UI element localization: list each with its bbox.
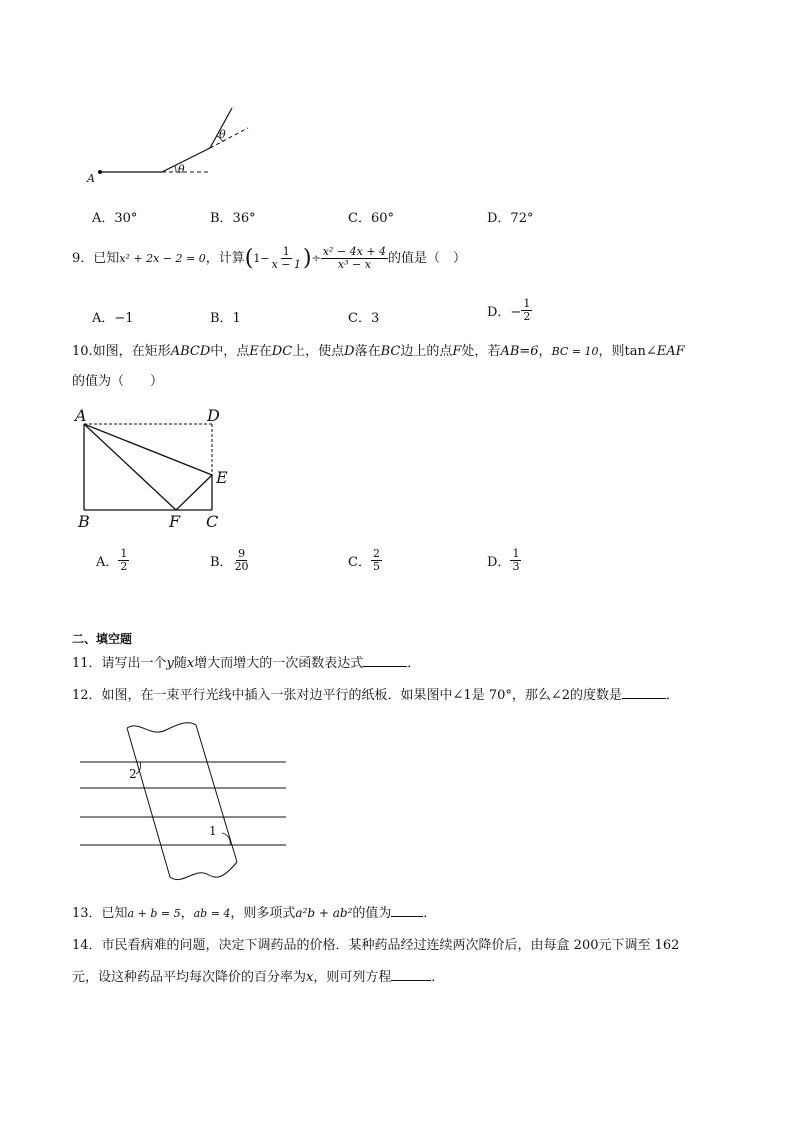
q9-option-b[interactable]: B．1 bbox=[210, 311, 241, 326]
q14-stem-line2: 元，设这种药品平均每次降价的百分率为x，则可列方程 ． bbox=[72, 970, 445, 985]
q9-prefix: 9．已知 bbox=[72, 250, 120, 266]
q9-option-c[interactable]: C．3 bbox=[348, 311, 380, 326]
q10-label-a: A bbox=[75, 406, 87, 425]
q10-option-a[interactable]: A． $\frac{1}{2}$ bbox=[96, 547, 128, 573]
q8-option-a[interactable]: A．30° bbox=[92, 211, 138, 226]
q9-frac2: $\frac{\text{x² − 4x + 4}}{\text{x³ − x}}$ bbox=[322, 245, 387, 271]
q10-option-c[interactable]: C． $\frac{2}{5}$ bbox=[348, 547, 380, 573]
q10-stem-line2: 的值为（ ） bbox=[72, 374, 164, 389]
q13-answer-blank[interactable] bbox=[391, 904, 423, 917]
q8-option-c[interactable]: C．60° bbox=[348, 211, 394, 226]
q10-option-b[interactable]: B． $\frac{9}{20}$ bbox=[210, 547, 249, 573]
q9-one: 1− bbox=[253, 251, 270, 265]
q13-stem: 13．已知a + b = 5，ab = 4，则多项式a²b + ab²的值为 ． bbox=[72, 906, 437, 921]
q9-condition: x² + 2x − 2 = 0 bbox=[119, 251, 206, 265]
q8-theta-lower: θ bbox=[178, 163, 185, 176]
q10-stem-line1: 10.如图，在矩形ABCD中，点E在DC上，使点D落在BC边上的点F处，若AB=6，BC = 10，则tan∠EAF bbox=[72, 344, 685, 359]
section-fill-in-heading: 二、填空题 bbox=[72, 632, 133, 646]
q12-stem: 12．如图，在一束平行光线中插入一张对边平行的纸板．如果图中∠1是 70°，那么∠2的度数是 ． bbox=[72, 688, 680, 703]
q8-option-b[interactable]: B．36° bbox=[210, 211, 256, 226]
q10-label-c: C bbox=[206, 512, 219, 531]
q12-label-2: 2 bbox=[129, 767, 137, 781]
q14-stem-line1: 14．市民看病难的问题，决定下调药品的价格．某种药品经过连续两次降价后，由每盒 200元下调至 162 bbox=[72, 938, 680, 953]
q9-frac1: $\frac{1}{x - 1}$ bbox=[271, 245, 301, 271]
q10-label-e: E bbox=[216, 468, 228, 487]
q8-label-a: A bbox=[87, 172, 95, 185]
q11-stem: 11．请写出一个y随x增大而增大的一次函数表达式 ． bbox=[72, 656, 421, 671]
q8-option-d[interactable]: D．72° bbox=[487, 211, 534, 226]
q10-label-d: D bbox=[207, 406, 220, 425]
q8-theta-upper: θ bbox=[219, 128, 226, 141]
q14-answer-blank[interactable] bbox=[391, 968, 431, 981]
q9-option-d[interactable]: D．− $\frac{1}{2}$ bbox=[487, 297, 531, 323]
q9-suffix: 的值是（ ） bbox=[388, 250, 467, 266]
q9-mid: ，计算 bbox=[205, 250, 245, 266]
q9-option-a[interactable]: A．−1 bbox=[92, 311, 134, 326]
q12-label-1: 1 bbox=[209, 824, 217, 838]
q9-divide: ÷ bbox=[311, 251, 321, 265]
q10-option-d[interactable]: D． $\frac{1}{3}$ bbox=[487, 547, 520, 573]
q10-label-b: B bbox=[78, 512, 90, 531]
q10-label-f: F bbox=[169, 512, 181, 531]
q9-stem: 9．已知 x² + 2x − 2 = 0 ，计算 ( 1− $\frac{1}{x - 1}$ ) ÷ $\frac{\text{x² − 4x + 4}}{\text{x³ − x}}$ 的值是（ ） bbox=[72, 245, 467, 271]
